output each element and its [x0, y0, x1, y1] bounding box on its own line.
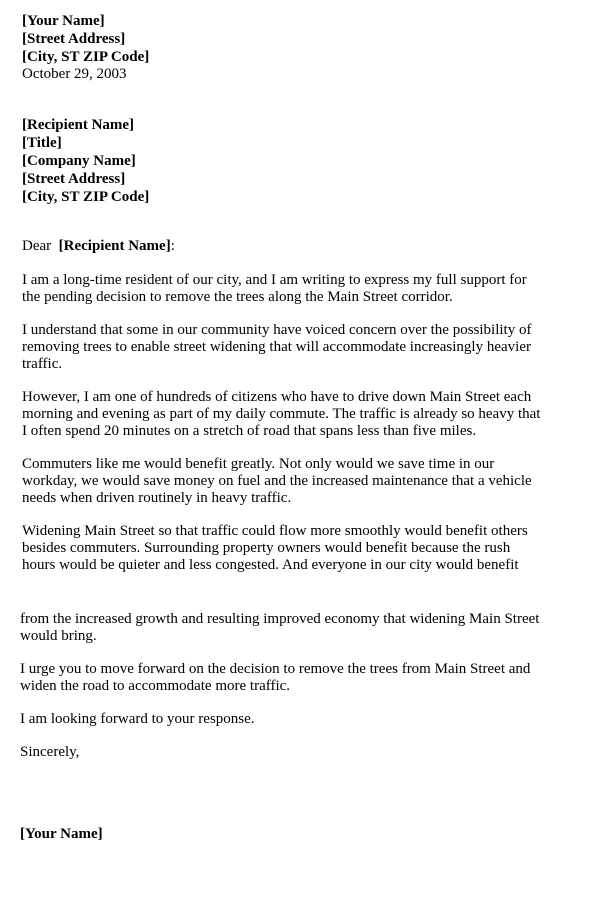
- salutation-name: [Recipient Name]: [58, 238, 171, 254]
- body-paragraph-4: Commuters like me would benefit greatly. Not only would we save time in our workday, we would save money on fuel and the increased maintenance that a vehicle needs when driven routinely in heavy traffic.: [22, 456, 532, 506]
- signature-name: [Your Name]: [20, 826, 103, 842]
- body-paragraph-1: I am a long-time resident of our city, and I am writing to express my full support for the pending decision to remove the trees along the Main Street corridor.: [22, 272, 527, 305]
- salutation-suffix: :: [170, 238, 175, 254]
- salutation: [22, 238, 175, 255]
- body-paragraph-5: Widening Main Street so that traffic could flow more smoothly would benefit others besides commuters. Surrounding property owners would benefit because the rush hours would be quieter and less congested. And everyone in our city would benefit: [22, 523, 528, 573]
- recipient-name: [Recipient Name]: [22, 117, 135, 133]
- recipient-city: [City, ST ZIP Code]: [22, 189, 150, 205]
- body-paragraph-6: from the increased growth and resulting improved economy that widening Main Street would bring.: [20, 611, 540, 644]
- closing: Sincerely,: [20, 744, 80, 760]
- body-paragraph-2: I understand that some in our community have voiced concern over the possibility of removing trees to enable street widening that will accommodate increasingly heavier traffic.: [22, 322, 532, 372]
- letter-date: October 29, 2003: [22, 66, 127, 82]
- recipient-street: [Street Address]: [22, 171, 126, 187]
- recipient-company: [Company Name]: [22, 153, 136, 169]
- body-paragraph-8: I am looking forward to your response.: [20, 711, 255, 727]
- body-paragraph-3: However, I am one of hundreds of citizens who have to drive down Main Street each morning and evening as part of my daily commute. The traffic is already so heavy that I often spend 20 minutes on a stretch of road that spans less than five miles.: [22, 389, 541, 439]
- recipient-title: [Title]: [22, 135, 62, 151]
- sender-street: [Street Address]: [22, 31, 126, 47]
- sender-name: [Your Name]: [22, 13, 105, 29]
- sender-city: [City, ST ZIP Code]: [22, 49, 150, 65]
- body-paragraph-7: I urge you to move forward on the decision to remove the trees from Main Street and widen the road to accommodate more traffic.: [20, 661, 531, 694]
- salutation-prefix: Dear: [22, 238, 59, 254]
